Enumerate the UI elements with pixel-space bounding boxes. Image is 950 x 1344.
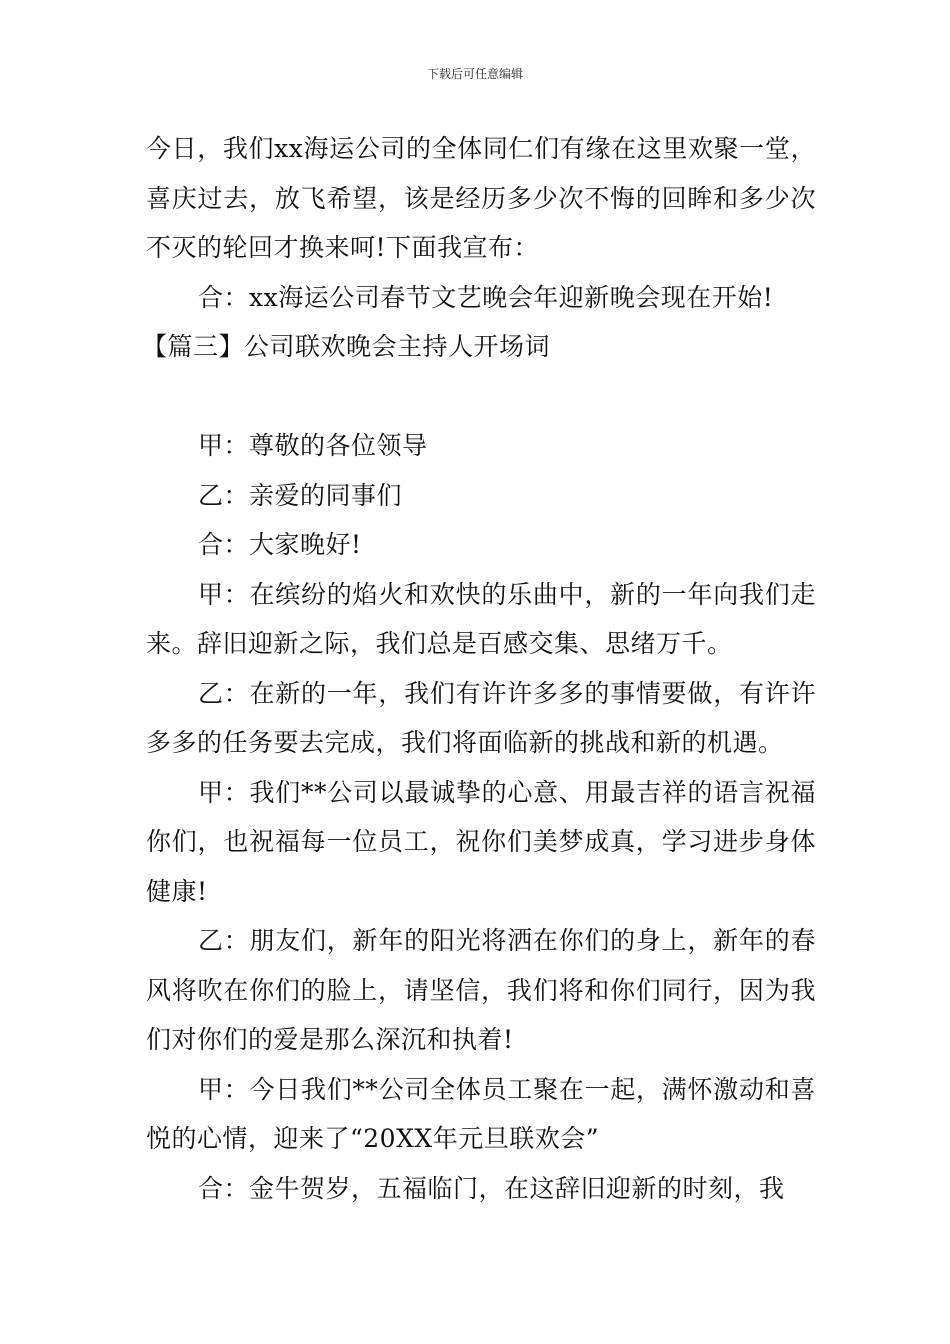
- dialogue-line: 甲：在缤纷的焰火和欢快的乐曲中，新的一年向我们走来。辞旧迎新之际，我们总是百感交集、思绪万千。: [146, 579, 816, 658]
- paragraph-announcement: 合：xx海运公司春节文艺晚会年迎新晚会现在开始!: [198, 282, 774, 312]
- dialogue-line: 甲：尊敬的各位领导: [198, 431, 428, 460]
- document-body: [142, 124, 816, 1213]
- dialogue-line: 乙：在新的一年，我们有许许多多的事情要做，有许许多多的任务要去完成，我们将面临新的挑战和新的机遇。: [146, 678, 816, 757]
- section-title: 【篇三】公司联欢晚会主持人开场词: [142, 332, 551, 361]
- dialogue-line: 甲：今日我们**公司全体员工聚在一起，满怀激动和喜悦的心情，迎来了“20XX年元旦联欢会”: [146, 1074, 816, 1153]
- paragraph-intro: 今日，我们xx海运公司的全体同仁们有缘在这里欢聚一堂，喜庆过去，放飞希望，该是经历多少次不悔的回眸和多少次不灭的轮回才换来呵!下面我宣布：: [146, 134, 816, 262]
- dialogue-line: 合：大家晚好!: [198, 530, 362, 559]
- dialogue-line: 甲：我们**公司以最诚挚的心意、用最吉祥的语言祝福你们，也祝福每一位员工，祝你们美梦成真，学习进步身体健康!: [146, 777, 816, 906]
- blank-line: [146, 372, 816, 422]
- page-header-note: 下载后可任意编辑: [426, 67, 523, 81]
- dialogue-line: 乙：亲爱的同事们: [198, 480, 403, 510]
- dialogue-line: 合：金牛贺岁，五福临门，在这辞旧迎新的时刻，我: [198, 1173, 785, 1203]
- dialogue-line: 乙：朋友们，新年的阳光将洒在你们的身上，新年的春风将吹在你们的脸上，请坚信，我们将和你们同行，因为我们对你们的爱是那么深沉和执着!: [146, 926, 816, 1054]
